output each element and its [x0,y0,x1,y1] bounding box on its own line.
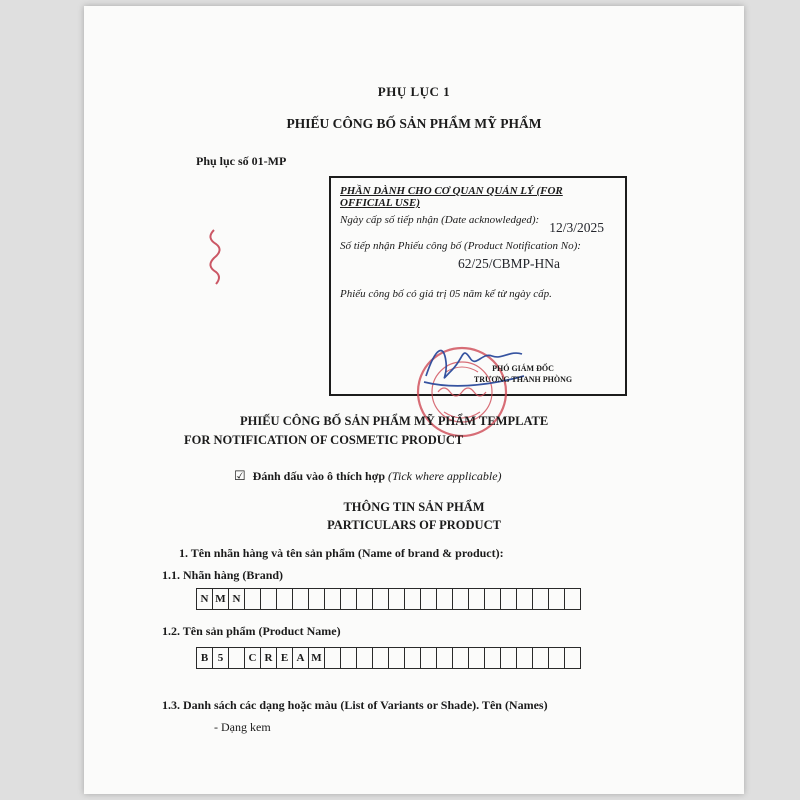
checked-checkbox-icon: ☑ [234,468,246,483]
official-use-box [329,176,627,396]
notification-no-label: Số tiếp nhận Phiếu công bố (Product Notification No): [340,240,581,252]
tick-instruction [234,468,502,484]
template-heading-line1: PHIẾU CÔNG BỐ SẢN PHẨM MỸ PHẨM TEMPLATE [240,414,549,428]
document-title: PHIẾU CÔNG BỐ SẢN PHẨM MỸ PHẨM [286,116,542,131]
char-cell [548,588,565,610]
section-heading [84,498,744,534]
char-cell [436,588,453,610]
char-cell: A [292,647,309,669]
template-heading [184,412,548,450]
char-cell [276,588,293,610]
char-cell: C [244,647,261,669]
char-cell [308,588,325,610]
document-page [84,6,744,794]
char-cell [356,647,373,669]
product-name-grid [196,647,581,669]
char-cell [516,647,533,669]
tick-instruction-text: Đánh dấu vào ô thích hợp [252,469,386,483]
char-cell [260,588,277,610]
char-cell [292,588,309,610]
char-cell [324,588,341,610]
char-cell [228,647,245,669]
item-1-label: 1. Tên nhãn hàng và tên sản phẩm (Name of brand & product): [179,546,504,560]
char-cell [532,647,549,669]
item-1-1-label: 1.1. Nhãn hàng (Brand) [162,568,284,582]
date-acknowledged-value: 12/3/2025 [549,220,604,235]
char-cell [324,647,341,669]
char-cell [420,588,437,610]
char-cell [500,647,517,669]
char-cell [356,588,373,610]
char-cell [372,588,389,610]
char-cell [564,588,581,610]
char-cell: N [228,588,245,610]
char-cell: M [308,647,325,669]
signer-block [458,364,588,386]
form-number: Phụ lục số 01-MP [196,154,287,168]
char-cell: B [196,647,213,669]
char-cell [404,588,421,610]
char-cell [564,647,581,669]
tick-instruction-english: (Tick where applicable) [388,469,502,483]
char-cell [436,647,453,669]
char-cell [500,588,517,610]
char-cell [340,588,357,610]
date-acknowledged-label: Ngày cấp số tiếp nhận (Date acknowledged): [340,214,540,226]
char-cell: N [196,588,213,610]
section-heading-line2: PARTICULARS OF PRODUCT [327,518,501,533]
char-cell [244,588,261,610]
char-cell [452,647,469,669]
signer-title: PHÓ GIÁM ĐỐC [492,364,554,373]
notification-no-value: 62/25/CBMP-HNa [458,256,561,271]
char-cell [468,588,485,610]
date-acknowledged-row [340,214,616,235]
char-cell [340,647,357,669]
validity-note: Phiếu công bố có giá trị 05 năm kể từ ngày cấp. [340,288,552,300]
char-cell [420,647,437,669]
char-cell [516,588,533,610]
char-cell [388,588,405,610]
item-1-3-label: 1.3. Danh sách các dạng hoặc màu (List of Variants or Shade). Tên (Names) [162,698,548,712]
template-heading-line2: FOR NOTIFICATION OF COSMETIC PRODUCT [184,432,464,447]
char-cell [452,588,469,610]
char-cell [468,647,485,669]
char-cell [548,647,565,669]
signature-zone [340,304,616,396]
signer-name: TRƯƠNG THANH PHÒNG [473,374,573,384]
item-1-2-label: 1.2. Tên sản phẩm (Product Name) [162,624,341,638]
char-cell [404,647,421,669]
char-cell: E [276,647,293,669]
char-cell: M [212,588,229,610]
char-cell [532,588,549,610]
notification-no-row [340,240,616,272]
variant-value: - Dạng kem [214,720,271,734]
appendix-title: PHỤ LỤC 1 [377,84,451,99]
char-cell: 5 [212,647,229,669]
official-box-header: PHẦN DÀNH CHO CƠ QUAN QUẢN LÝ (FOR OFFICIAL USE) [340,185,563,209]
char-cell [372,647,389,669]
char-cell: R [260,647,277,669]
char-cell [484,647,501,669]
char-cell [484,588,501,610]
char-cell [388,647,405,669]
brand-name-grid [196,588,581,610]
section-heading-line1: THÔNG TIN SẢN PHẨM [343,500,485,514]
red-margin-squiggle [200,228,230,288]
